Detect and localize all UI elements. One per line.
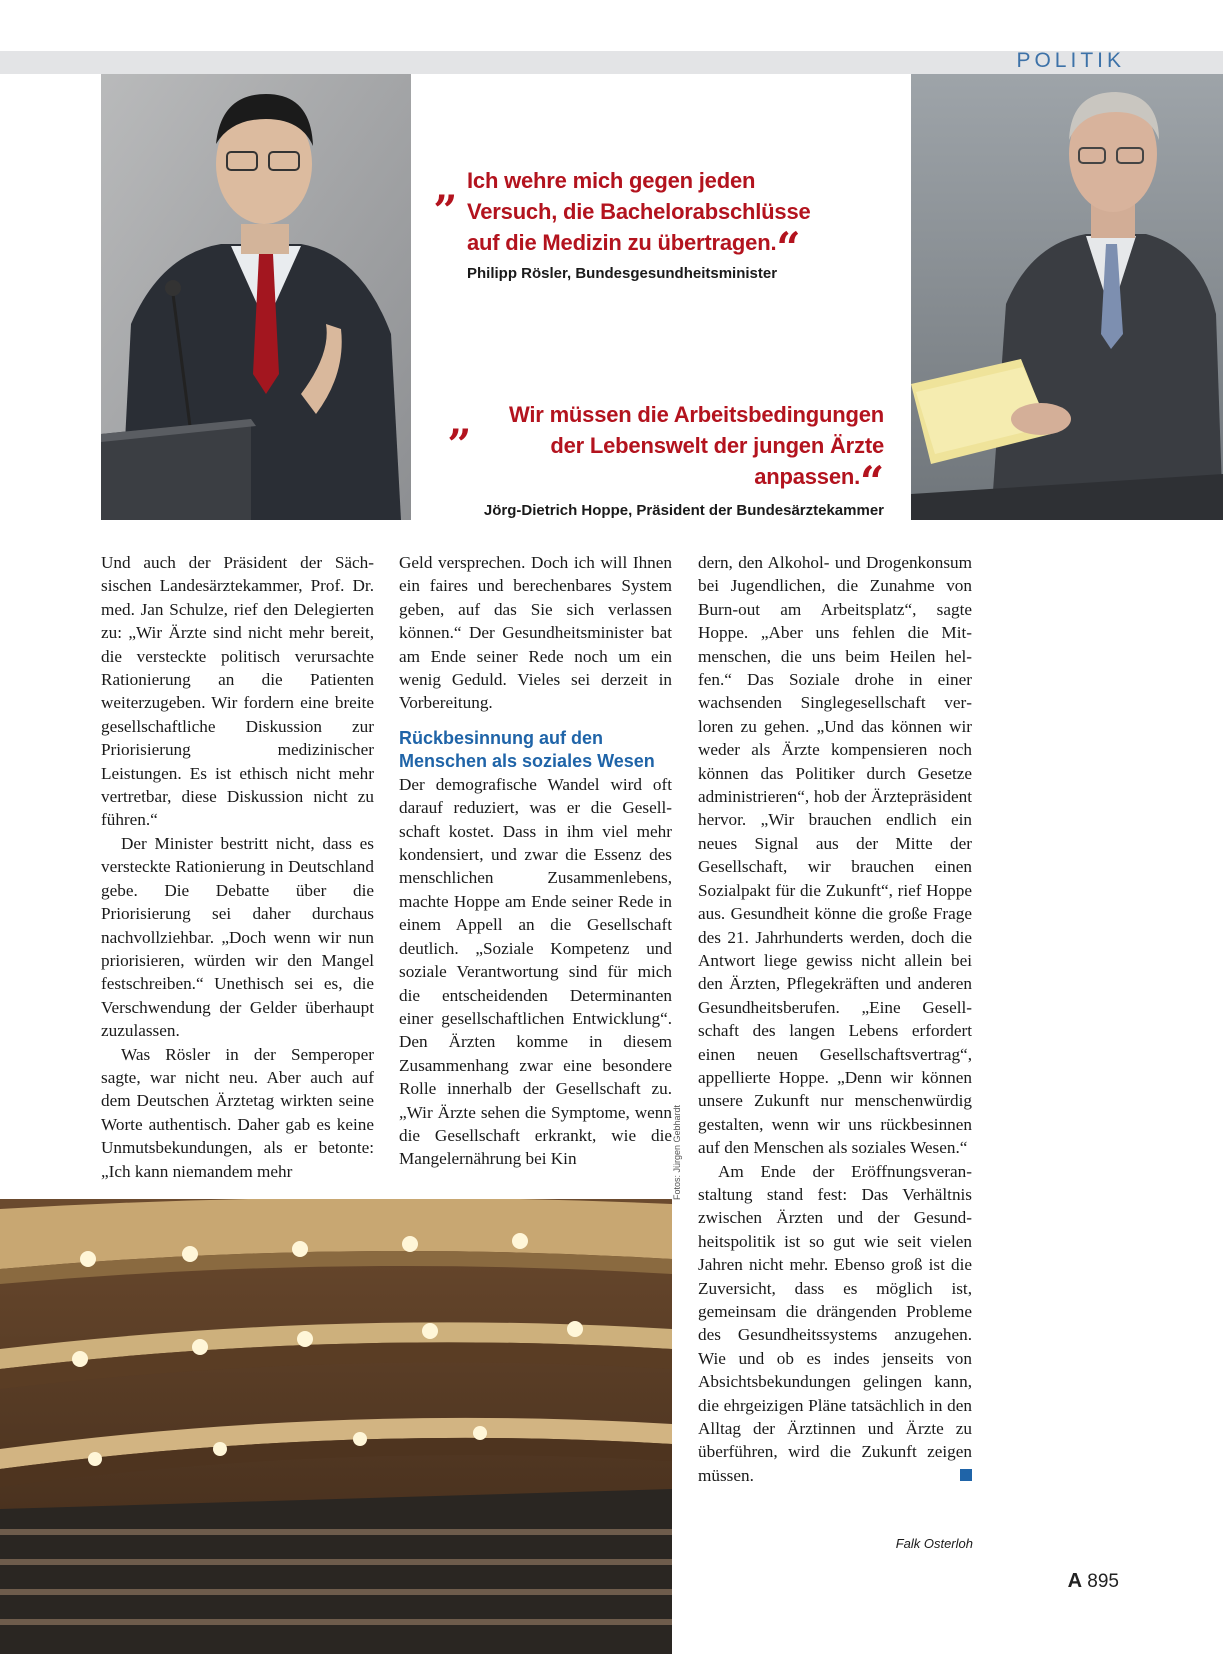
paragraph: Und auch der Präsident der Sächsischen Landesärztekammer, Prof. Dr. med. Jan Schulze, rief den Delegierten zu: „Wir Ärzte sind nicht mehr bereit, die versteckte politisch verursachte Rationierung an die Patienten weiterzugeben. Wir fordern eine breite gesellschaftliche Diskussion zur Priorisierung medizinischer Leistungen. Es ist ethisch nicht mehr vertretbar, diese Diskussion nicht zu führen.“ <box>101 553 374 830</box>
photo-semperoper <box>0 1199 672 1654</box>
quote-line: der Lebenswelt der jungen Ärzte <box>550 433 884 458</box>
author-byline: Falk Osterloh <box>895 1536 973 1551</box>
end-mark-icon <box>960 1469 972 1481</box>
article-column-3 <box>698 551 972 1487</box>
photo-roesler <box>101 74 411 520</box>
paragraph-text: Am Ende der Eröffnungsveranstaltung stand fest: Das Verhältnis zwischen Ärzten und der Gesundheitspolitik ist so gut wie seit vielen Jahren nicht mehr. Ebenso groß ist die Zuversicht, dass es möglich ist, gemeinsam die drängenden Probleme des Gesundheitssystems anzugehen. Wie und ob es indes jenseits von Absichtsbekundungen gelingen kann, die ehrgeizigen Pläne tatsächlich in den Alltag der Ärztinnen und Ärzte zu überführen, wird die Zukunft zeigen müssen. <box>698 1161 972 1485</box>
photo-hoppe <box>911 74 1223 520</box>
quote-line: anpassen. <box>754 464 861 489</box>
page-prefix: A <box>1067 1570 1083 1592</box>
closing-quote-mark: “ <box>860 457 884 506</box>
quote-line: Wir müssen die Arbeitsbedingungen <box>509 402 884 427</box>
page-number <box>1068 1570 1119 1593</box>
article-column-2 <box>399 551 672 1171</box>
pull-quote-1: „ Ich wehre mich gegen jeden Versuch, die Bachelorabschlüsse auf die Medizin zu übertragen.“ <box>434 165 854 258</box>
paragraph: Was Rösler in der Semperoper sagte, war nicht neu. Aber auch auf dem Deutschen Ärztetag wirkten seine Worte authentisch. Daher gab es keine Unmutsbekundungen, als er betonte: „Ich kann niemandem mehr <box>101 1044 374 1181</box>
quote-line: Versuch, die Bachelorabschlüsse <box>467 199 811 224</box>
paragraph: dern, den Alkohol- und Drogenkonsum bei Jugendlichen, die Zunahme von Burn-out am Arbeitsplatz“, sagte Hoppe. „Aber uns fehlen die Mitmenschen, die uns beim Heilen helfen.“ Das Soziale drohe in einer wachsenden Singlegesellschaft verloren zu gehen. „Und das können wir weder als Ärzte kompensieren noch können das Politiker durch Gesetze administrieren“, hob der Ärztepräsident hervor. „Wir brauchen endlich ein neues Signal aus der Mitte der Gesellschaft, wir brauchen einen Sozialpakt für die Zukunft“, rief Hoppe aus. Gesundheit könne die große Frage des 21. Jahrhunderts werden, doch die Antwort liege gewiss nicht allein bei den Ärzten, Pflegekräften und anderen Gesundheitsberufen. „Eine Gesellschaft des langen Lebens erfordert einen neuen Gesellschaftsvertrag“, appellierte Hoppe. „Denn wir können unsere Zukunft nur menschenwürdig gestalten, wenn wir uns rückbesinnen auf den Menschen als soziales Wesen.“ <box>698 553 972 1158</box>
subheading: Rückbesinnung auf den Menschen als soziales Wesen <box>399 727 655 771</box>
closing-quote-mark: “ <box>776 223 801 272</box>
quote-attribution-2: Jörg-Dietrich Hoppe, Präsident der Bundesärztekammer <box>483 502 884 519</box>
paragraph: Der Minister bestritt nicht, dass es versteckte Rationierung in Deutschland gebe. Die Debatte über die Priorisierung sei daher durchaus nachvollziehbar. „Doch wenn wir nun priorisieren, würden wir den Mangel festschreiben.“ Unethisch sei es, die Verschwendung der Gelder überhaupt zuzulassen. <box>101 833 374 1041</box>
pull-quote-2: „ Wir müssen die Arbeitsbedingungen der Lebenswelt der jungen Ärzte anpassen.“ <box>448 396 884 506</box>
paragraph: Der demografische Wandel wird oft darauf reduziert, was er die Gesellschaft kostet. Dass in ihm viel mehr kondensiert, und zwar die Essenz des menschlichen Zusammenlebens, machte Hoppe am Ende seiner Rede in einem Appell an die Gesellschaft deutlich. „Soziale Kompetenz und soziale Verantwortung sind für mich die entscheidenden Determinanten einer gesellschaftlichen Entwicklung“. Den Ärzten komme in diesem Zusammenhang zwar eine besondere Rolle innerhalb der Gesellschaft zu. „Wir Ärzte sehen die Symptome, wenn die Gesellschaft erkrankt, wie die Mangelernährung bei Kin <box>399 774 672 1169</box>
photo-credit: Fotos: Jürgen Gebhardt <box>672 1104 682 1200</box>
page-number-value: 895 <box>1087 1571 1119 1592</box>
paragraph <box>698 1160 972 1488</box>
quote-line: Ich wehre mich gegen jeden <box>467 168 756 193</box>
quote-attribution-1: Philipp Rösler, Bundesgesundheitsminister <box>467 265 778 282</box>
section-label: POLITIK <box>1016 49 1125 72</box>
article-column-1 <box>101 551 374 1183</box>
quote-line: auf die Medizin zu übertragen. <box>467 230 777 255</box>
paragraph: Geld versprechen. Doch ich will Ihnen ein faires und berechenbares System geben, auf das Sie sich verlassen können.“ Der Gesundheitsminister bat am Ende seiner Rede noch um ein wenig Geduld. Vieles sei derzeit in Vorbereitung. <box>399 553 672 713</box>
